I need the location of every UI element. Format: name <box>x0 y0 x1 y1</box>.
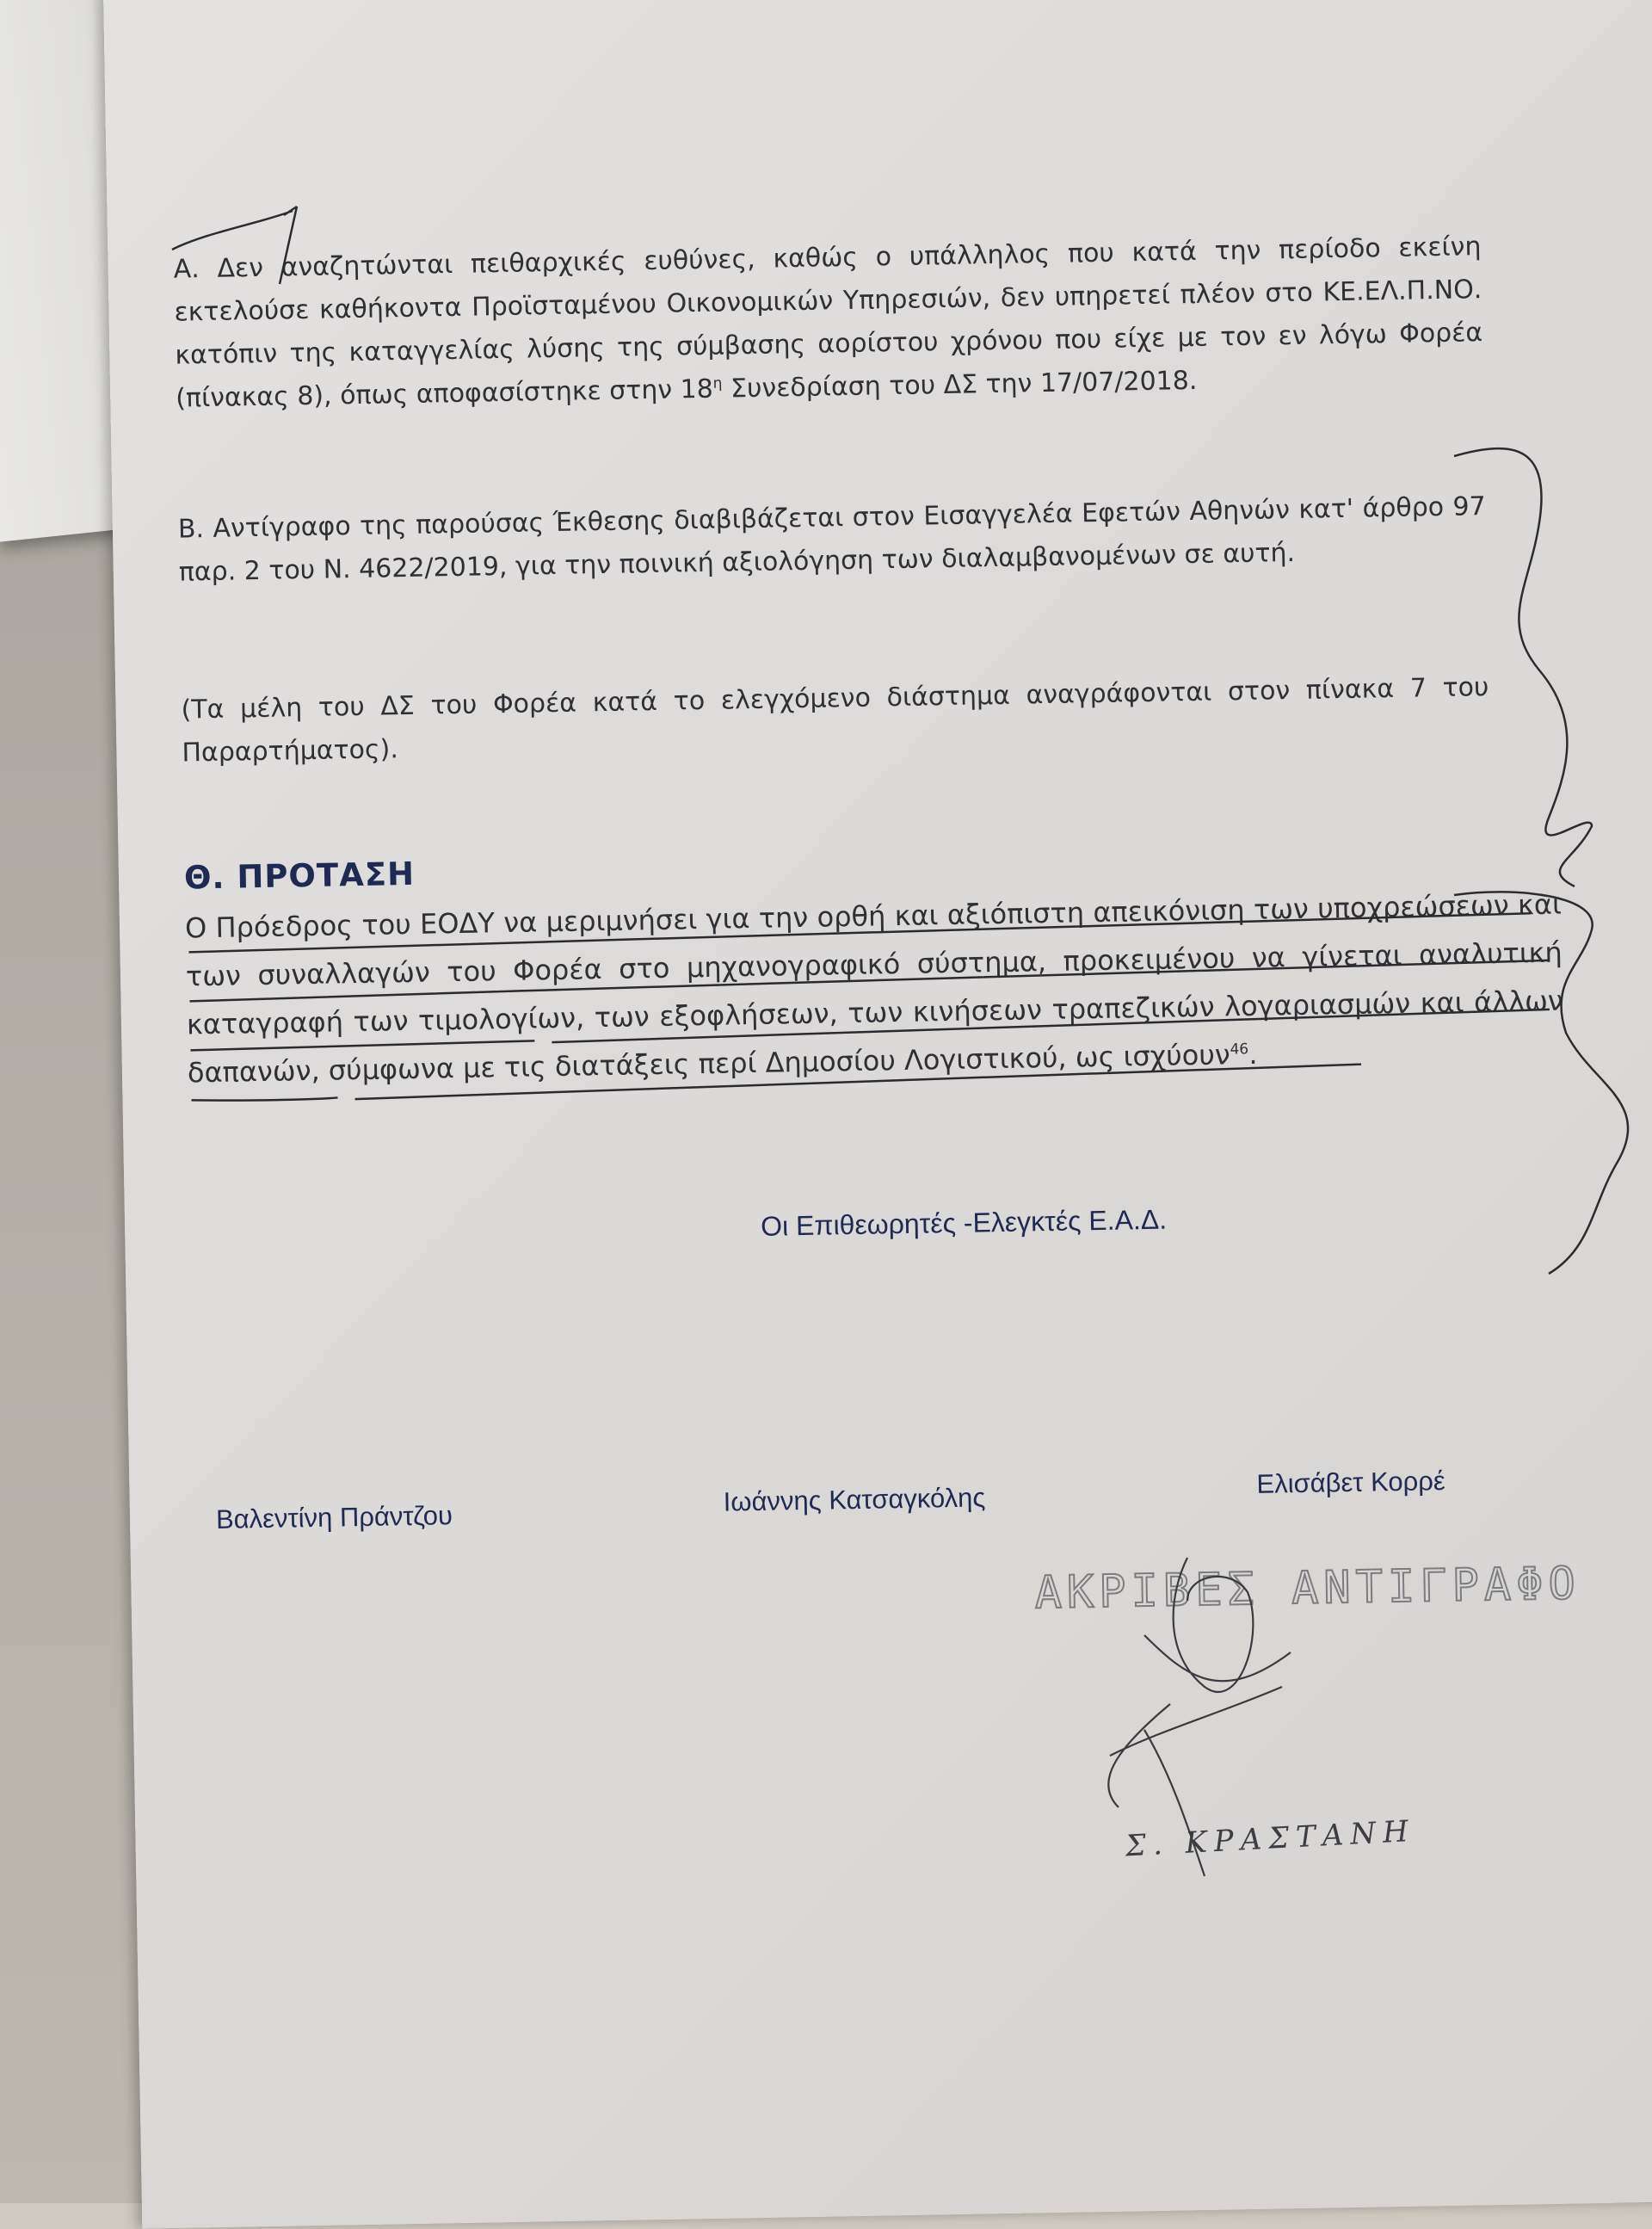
handwritten-note: Σ. ΚΡΑΣΤΑΝΗ <box>1124 1813 1416 1864</box>
paragraph-a <box>173 225 1483 420</box>
paragraph-a-text: Α. Δεν αναζητώνται πειθαρχικές ευθύνες, καθώς ο υπάλληλος που κατά την περίοδο εκείνη εκτελούσε καθήκοντα Προϊσταμένου Οικονομικών Υπηρεσιών, δεν υπηρετεί πλέον στο ΚΕ.ΕΛ.Π.ΝΟ. κατόπιν της καταγγελίας λύσης της σύμβασης αορίστου χρόνου που είχε με τον εν λόγω Φορέα (πίνακας 8), όπως αποφασίστηκε στην 18 <box>173 232 1483 414</box>
footnote-marker: 46 <box>1230 1040 1249 1059</box>
section-heading: Θ. ΠΡΟΤΑΣΗ <box>183 855 416 897</box>
proposal-text: Ο Πρόεδρος του ΕΟΔΥ να μεριμνήσει για την ορθή και αξιόπιστη απεικόνιση των υποχρεώσεων και των συναλλαγών του Φορέα στο μηχανογραφικό σύστημα, προκειμένου να γίνεται αναλυτική καταγραφή των τιμολογίων, των εξοφλήσεων, των κινήσεων τραπεζικών λογαριασμών και άλλων δαπανών, σύμφωνα με τις διατάξεις περί Δημοσίου Λογιστικού, ως ισχύουν <box>184 887 1564 1090</box>
paragraph-b: Β. Αντίγραφο της παρούσας Έκθεσης διαβιβάζεται στον Εισαγγελέα Εφετών Αθηνών κατ' άρθρο 97 παρ. 2 του Ν. 4622/2019, για την ποινική αξιολόγηση των διαλαμβανομένων σε αυτή. <box>177 491 1486 588</box>
members-note: (Τα μέλη του ΔΣ του Φορέα κατά το ελεγχόμενο διάστημα αναγράφονται στον πίνακα 7 του Παραρτήματος). <box>181 672 1489 769</box>
auditors-title: Οι Επιθεωρητές -Ελεγκτές Ε.Α.Δ. <box>760 1203 1168 1242</box>
paragraph-a-superscript: η <box>712 374 723 392</box>
copy-stamp: ΑΚΡΙΒΕΣ ΑΝΤΙΓΡΑΦΟ <box>1034 1558 1581 1620</box>
proposal-paragraph <box>185 880 1565 1097</box>
document-page <box>103 0 1652 2229</box>
proposal-end: . <box>1248 1037 1258 1071</box>
signatory-3: Ελισάβετ Κορρέ <box>1256 1466 1446 1499</box>
signatory-1: Βαλεντίνη Πράντζου <box>215 1500 453 1534</box>
signatory-2: Ιωάννης Κατσαγκόλης <box>723 1482 986 1517</box>
paragraph-a-tail: Συνεδρίαση του ΔΣ την 17/07/2018. <box>722 365 1198 404</box>
